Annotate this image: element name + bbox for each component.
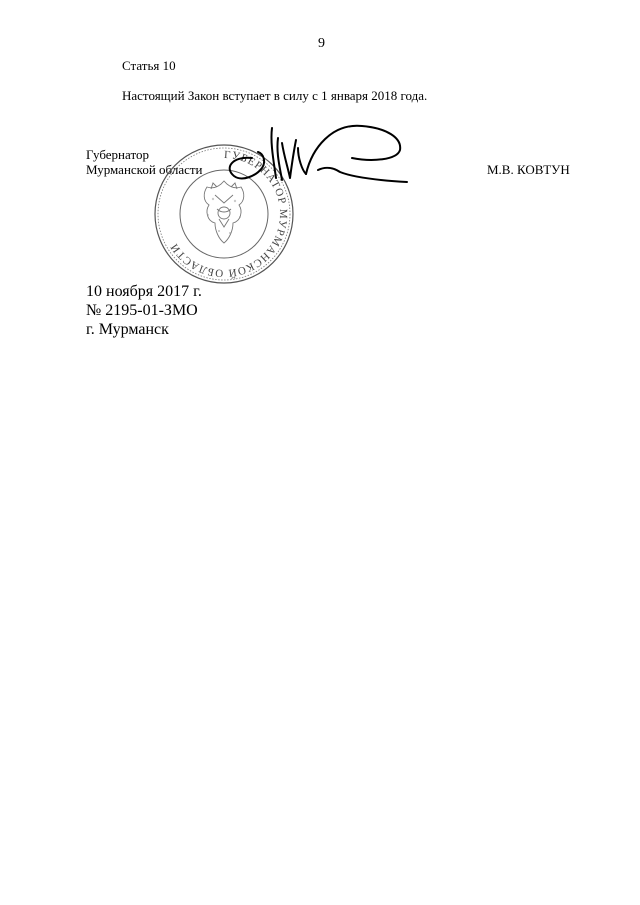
seal-text: ГУБЕРНАТОР МУРМАНСКОЙ ОБЛАСТИ — [168, 148, 290, 280]
law-number: № 2195-01-ЗМО — [86, 302, 198, 319]
signatory-name: М.В. КОВТУН — [487, 162, 570, 177]
signatory-title-line2: Мурманской области — [86, 162, 203, 177]
signatory-title-line1: Губернатор — [86, 147, 149, 162]
article-heading: Статья 10 — [122, 58, 176, 73]
signature-graphic — [222, 118, 412, 198]
page-number: 9 — [318, 36, 325, 51]
article-text: Настоящий Закон вступает в силу с 1 января 2018 года. — [122, 88, 428, 103]
signing-date: 10 ноября 2017 г. — [86, 283, 202, 300]
signing-city: г. Мурманск — [86, 321, 169, 338]
